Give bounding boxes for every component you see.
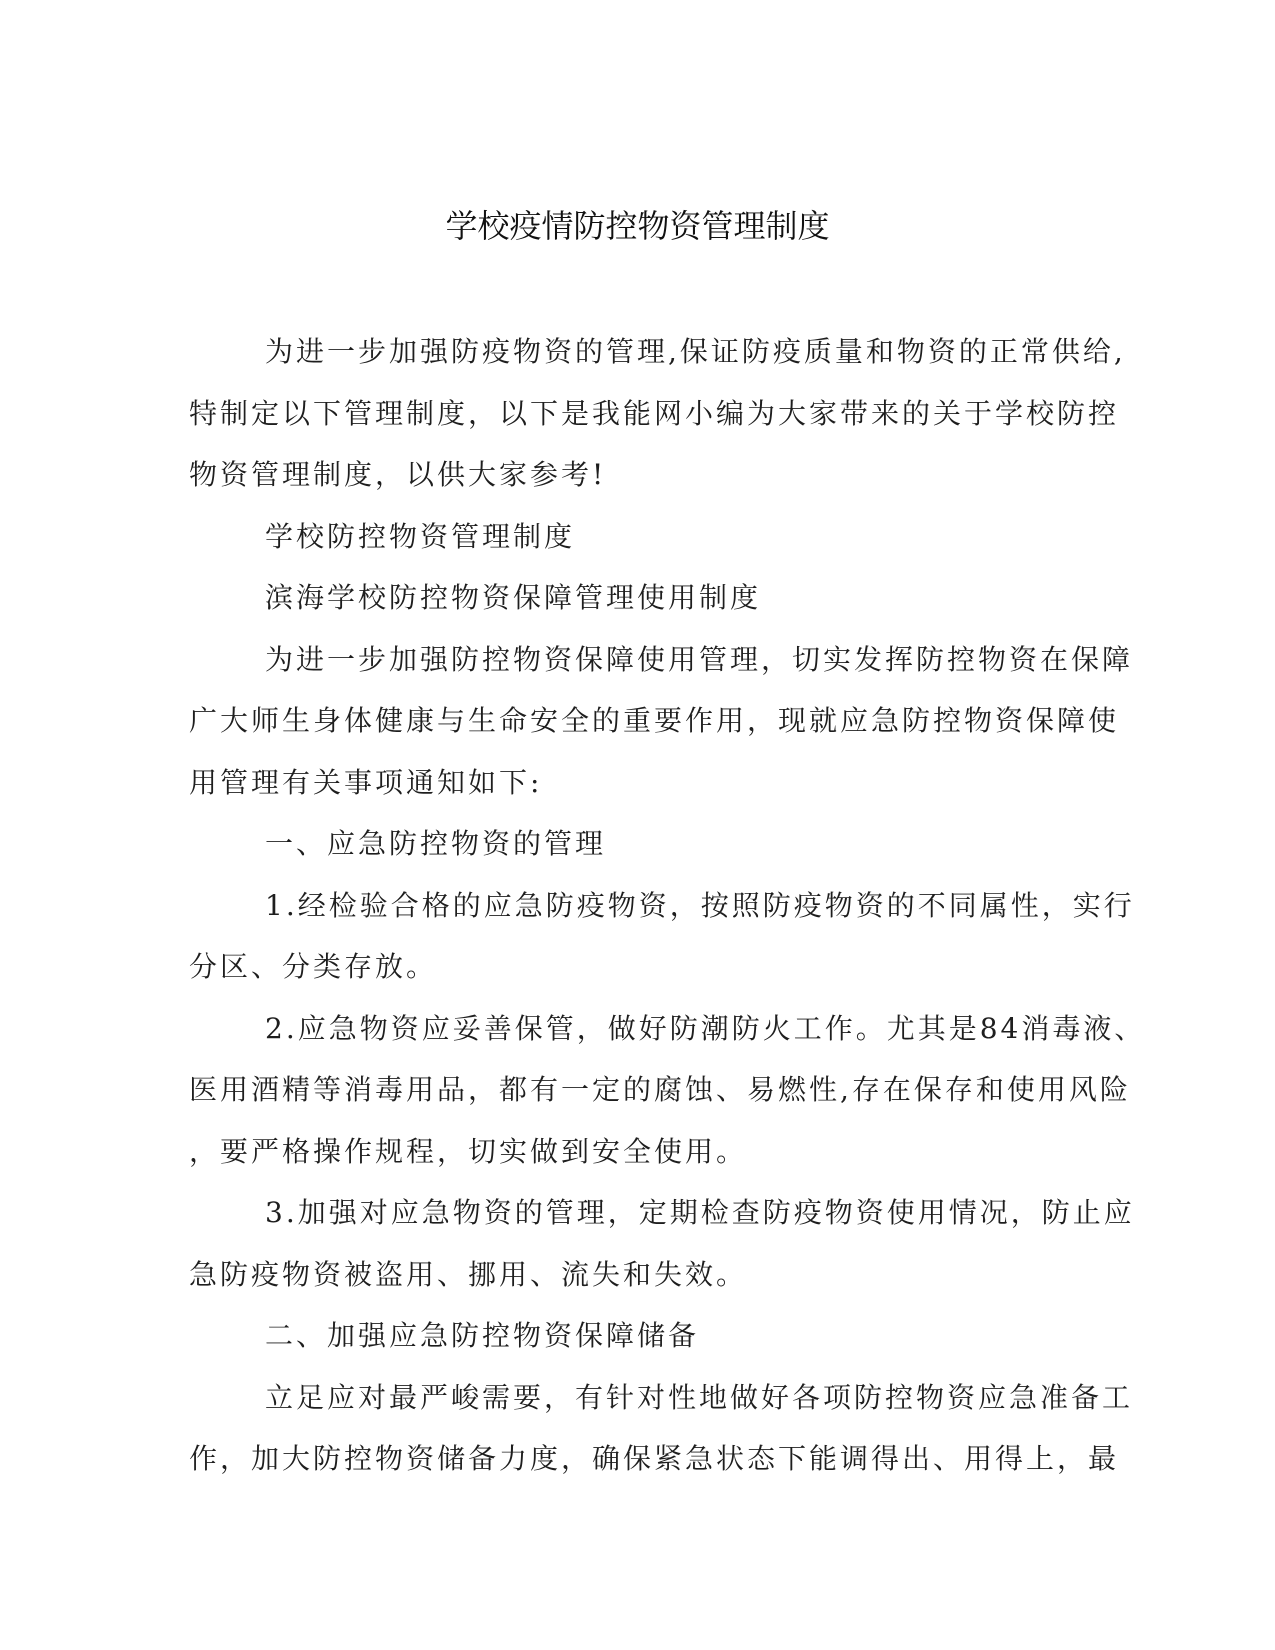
text-line: 为进一步加强防疫物资的管理,保证防疫质量和物资的正常供给, bbox=[265, 335, 1126, 368]
text-line: 物资管理制度，以供大家参考! bbox=[189, 458, 607, 491]
text-line: 用管理有关事项通知如下: bbox=[189, 765, 543, 799]
text-line: 为进一步加强防控物资保障使用管理，切实发挥防控物资在保障 bbox=[265, 642, 1134, 676]
text-line: 立足应对最严峻需要，有针对性地做好各项防控物资应急准备工 bbox=[265, 1380, 1134, 1414]
text-line: 特制定以下管理制度，以下是我能网小编为大家带来的关于学校防控 bbox=[189, 396, 1120, 430]
text-line: 滨海学校防控物资保障管理使用制度 bbox=[265, 581, 762, 614]
text-line: 2.应急物资应妥善保管，做好防潮防火工作。尤其是84消毒液、 bbox=[265, 1011, 1146, 1045]
document-body bbox=[189, 332, 1146, 1501]
text-line: 学校防控物资管理制度 bbox=[265, 519, 576, 553]
text-line: 一、应急防控物资的管理 bbox=[265, 827, 607, 860]
text-line: 3.加强对应急物资的管理，定期检查防疫物资使用情况，防止应 bbox=[265, 1196, 1135, 1229]
text-line: 作，加大防控物资储备力度，确保紧急状态下能调得出、用得上，最 bbox=[189, 1442, 1120, 1475]
text-line: ，要严格操作规程，切实做到安全使用。 bbox=[189, 1134, 748, 1168]
document-title: 学校疫情防控物资管理制度 bbox=[445, 207, 830, 245]
text-line: 分区、分类存放。 bbox=[189, 950, 438, 983]
text-line: 急防疫物资被盗用、挪用、流失和失效。 bbox=[189, 1257, 748, 1291]
text-line: 医用酒精等消毒用品，都有一定的腐蚀、易燃性,存在保存和使用风险 bbox=[189, 1073, 1131, 1106]
text-line: 广大师生身体健康与生命安全的重要作用，现就应急防控物资保障使 bbox=[189, 704, 1120, 737]
text-line: 1.经检验合格的应急防疫物资，按照防疫物资的不同属性，实行 bbox=[265, 888, 1135, 922]
text-line: 二、加强应急防控物资保障储备 bbox=[265, 1319, 700, 1352]
